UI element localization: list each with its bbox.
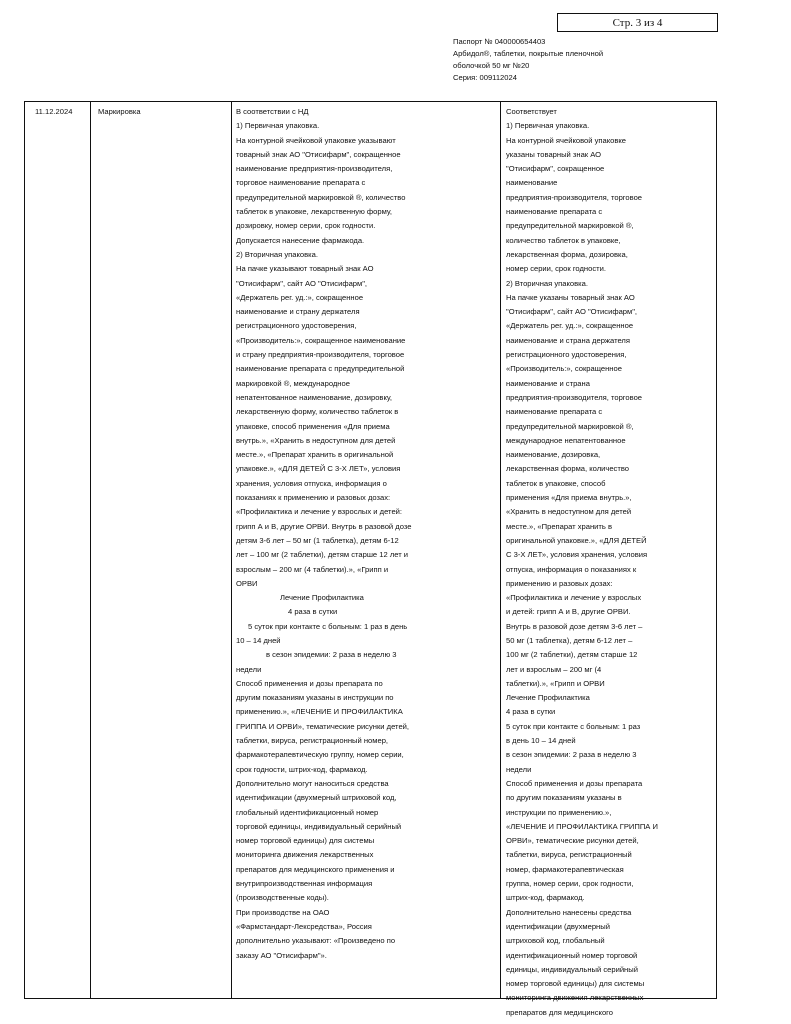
result-line: С 3-Х ЛЕТ», условия хранения, условия <box>506 550 648 560</box>
requirement-line: Лечение Профилактика <box>280 593 364 603</box>
product-name-line-1: Арбидол®, таблетки, покрытые пленочной <box>453 49 604 58</box>
requirement-line: идентификации (двухмерный штриховой код, <box>236 793 397 803</box>
requirement-line: 5 суток при контакте с больным: 1 раз в день <box>248 621 408 631</box>
result-line: лет и взрослым – 200 мг (4 <box>506 664 602 674</box>
requirement-line: "Отисифарм", сайт АО "Отисифарм", <box>236 278 368 288</box>
result-line: таблетки).», «Грипп и ОРВИ <box>506 678 605 688</box>
result-line: 100 мг (2 таблетки), детям старше 12 <box>506 650 638 660</box>
result-line: по другим показаниям указаны в <box>506 793 622 803</box>
result-line: инструкции по применению.», <box>506 807 612 817</box>
result-line: недели <box>506 764 532 774</box>
result-line: наименование и страна <box>506 378 590 388</box>
result-line: таблетки, вируса, регистрационный <box>506 850 632 860</box>
requirement-line: (производственные коды). <box>236 893 329 903</box>
result-line: "Отисифарм", сокращенное <box>506 164 605 174</box>
result-line: и детей: грипп А и В, другие ОРВИ. <box>506 607 631 617</box>
result-line: «ЛЕЧЕНИЕ И ПРОФИЛАКТИКА ГРИППА И <box>506 821 658 831</box>
passport-number: Паспорт № 040000654403 <box>453 37 546 46</box>
requirement-line: дозировку, номер серии, срок годности. <box>236 221 376 231</box>
result-line: Лечение Профилактика <box>506 693 590 703</box>
result-line: предприятия-производителя, торговое <box>506 392 643 402</box>
result-line: "Отисифарм", сайт АО "Отисифарм", <box>506 307 638 317</box>
requirement-line: взрослым – 200 мг (4 таблетки).», «Грипп и <box>236 564 389 574</box>
result-line: оригинальной упаковке.», «ДЛЯ ДЕТЕЙ <box>506 535 647 545</box>
result-line: «Хранить в недоступном для детей <box>506 507 632 517</box>
result-cell <box>506 105 712 1020</box>
date-cell: 11.12.2024 <box>35 107 73 116</box>
result-line: лекарственная форма, количество <box>506 464 629 474</box>
requirement-line: детям 3-6 лет – 50 мг (1 таблетка), детям 6-12 <box>236 535 399 545</box>
result-line: Соответствует <box>506 107 557 116</box>
requirement-line: недели <box>236 664 262 674</box>
result-line: наименование препарата с <box>506 407 603 417</box>
requirement-line: Дополнительно могут наноситься средства <box>236 778 389 788</box>
requirement-line: таблеток в упаковке, лекарственную форму, <box>236 207 393 217</box>
result-line: 50 мг (1 таблетка), детям 6-12 лет – <box>506 635 633 645</box>
requirement-line: фармакотерапевтическую группу, номер серии, <box>236 750 404 760</box>
requirement-line: торговой единицы, индивидуальный серийный <box>236 821 402 831</box>
section-cell: Маркировка <box>98 107 141 116</box>
requirement-line: ГРИППА И ОРВИ», тематические рисунки детей, <box>236 721 410 731</box>
requirement-line: «Профилактика и лечение у взрослых и детей: <box>236 507 403 517</box>
requirement-line: На пачке указывают товарный знак АО <box>236 264 374 274</box>
requirement-line: другим показаниям указаны в инструкции по <box>236 693 394 703</box>
requirement-line: маркировкой ®, международное <box>236 378 350 388</box>
requirement-line: хранения, условия отпуска, информация о <box>236 478 387 488</box>
result-line: месте.», «Препарат хранить в <box>506 521 612 531</box>
requirement-line: «Производитель:», сокращенное наименование <box>236 335 406 345</box>
requirement-line: наименование предприятия-производителя, <box>236 164 393 174</box>
requirement-line: упаковке.», «ДЛЯ ДЕТЕЙ С 3-Х ЛЕТ», условия <box>236 464 401 474</box>
requirement-line: срок годности, штрих-код, фармакод. <box>236 764 368 774</box>
result-line: предприятия-производителя, торговое <box>506 192 643 202</box>
requirement-line: При производстве на ОАО <box>236 907 330 917</box>
requirement-line: номер торговой единицы) для системы <box>236 836 375 846</box>
requirement-line: дополнительно указывают: «Произведено по <box>236 936 396 946</box>
result-line: применению и разовых дозах: <box>506 578 613 588</box>
requirement-line: упаковке, способ применения «Для приема <box>236 421 390 431</box>
result-line: применения «Для приема внутрь.», <box>506 493 632 503</box>
requirement-line: внутрь.», «Хранить в недоступном для детей <box>236 435 396 445</box>
result-line: международное непатентованное <box>506 435 626 445</box>
result-line: 1) Первичная упаковка. <box>506 121 590 131</box>
result-line: 4 раза в сутки <box>506 707 556 717</box>
result-line: таблеток в упаковке, способ <box>506 478 606 488</box>
result-line: указаны товарный знак АО <box>506 149 602 159</box>
requirement-line: В соответствии с НД <box>236 107 309 116</box>
requirement-line: внутрипроизводственная информация <box>236 879 373 889</box>
result-line: группа, номер серии, срок годности, <box>506 879 634 889</box>
result-line: количество таблеток в упаковке, <box>506 235 621 245</box>
requirement-line: заказу АО "Отисифарм"». <box>236 950 327 960</box>
result-line: Внутрь в разовой дозе детям 3-6 лет – <box>506 621 643 631</box>
requirement-line: применению.», «ЛЕЧЕНИЕ И ПРОФИЛАКТИКА <box>236 707 403 717</box>
requirement-line: товарный знак АО "Отисифарм", сокращенное <box>236 149 401 159</box>
requirement-line: наименование и страну держателя <box>236 307 360 317</box>
requirement-line: Допускается нанесение фармакода. <box>236 235 365 245</box>
column-divider <box>90 102 91 998</box>
result-line: в день 10 – 14 дней <box>506 736 576 746</box>
result-line: штрих-код, фармакод. <box>506 893 585 903</box>
column-divider <box>500 102 501 998</box>
requirement-line: и страну предприятия-производителя, торговое <box>236 350 405 360</box>
requirement-line: глобальный идентификационный номер <box>236 807 379 817</box>
requirement-line: лекарственную форму, количество таблеток в <box>236 407 399 417</box>
requirement-line: «Фармстандарт-Лексредства», Россия <box>236 921 372 931</box>
requirement-line: непатентованное наименование, дозировку, <box>236 392 393 402</box>
result-line: «Производитель:», сокращенное <box>506 364 622 374</box>
requirement-line: предупредительной маркировкой ®, количество <box>236 192 406 202</box>
requirement-cell <box>236 105 498 963</box>
result-line: препаратов для медицинского <box>506 1007 614 1017</box>
result-line: номер, фармакотерапевтическая <box>506 864 624 874</box>
result-line: наименование <box>506 178 558 188</box>
requirement-line: мониторинга движения лекарственных <box>236 850 374 860</box>
result-line: предупредительной маркировкой ®, <box>506 421 634 431</box>
requirement-line: лет – 100 мг (2 таблетки), детям старше 12 лет и <box>236 550 409 560</box>
requirement-line: 10 – 14 дней <box>236 635 281 645</box>
result-line: в сезон эпидемии: 2 раза в неделю 3 <box>506 750 637 760</box>
requirement-line: таблетки, вируса, регистрационный номер, <box>236 736 389 746</box>
result-line: идентификации (двухмерный <box>506 921 610 931</box>
document-info <box>453 36 693 84</box>
result-line: «Профилактика и лечение у взрослых <box>506 593 642 603</box>
product-name-line-2: оболочкой 50 мг №20 <box>453 61 530 70</box>
requirement-line: месте.», «Препарат хранить в оригинальной <box>236 450 394 460</box>
requirement-line: «Держатель рег. уд.:», сокращенное <box>236 292 364 302</box>
labeling-table <box>24 101 717 1017</box>
result-line: регистрационного удостоверения, <box>506 350 627 360</box>
column-divider <box>231 102 232 998</box>
requirement-line: торговое наименование препарата с <box>236 178 366 188</box>
page-counter: Стр. 3 из 4 <box>557 13 718 32</box>
result-line: На пачке указаны товарный знак АО <box>506 292 635 302</box>
series-number: Серия: 009112024 <box>453 73 517 82</box>
requirement-line: в сезон эпидемии: 2 раза в неделю 3 <box>266 650 397 660</box>
result-line: номер серии, срок годности. <box>506 264 606 274</box>
result-line: мониторинга движения лекарственных <box>506 993 644 1003</box>
requirement-line: 4 раза в сутки <box>288 607 338 617</box>
result-line: отпуска, информация о показаниях к <box>506 564 637 574</box>
requirement-line: показаниях к применению и разовых дозах: <box>236 493 391 503</box>
result-line: ОРВИ», тематические рисунки детей, <box>506 836 639 846</box>
result-line: идентификационный номер торговой <box>506 950 638 960</box>
result-line: наименование и страна держателя <box>506 335 630 345</box>
result-line: лекарственная форма, дозировка, <box>506 249 628 259</box>
result-line: предупредительной маркировкой ®, <box>506 221 634 231</box>
requirement-line: наименование препарата с предупредительной <box>236 364 405 374</box>
result-line: Способ применения и дозы препарата <box>506 778 643 788</box>
requirement-line: Способ применения и дозы препарата по <box>236 678 383 688</box>
result-line: штриховой код, глобальный <box>506 936 605 946</box>
requirement-line: препаратов для медицинского применения и <box>236 864 395 874</box>
result-line: наименование, дозировка, <box>506 450 601 460</box>
requirement-line: грипп А и В, другие ОРВИ. Внутрь в разовой дозе <box>236 521 412 531</box>
result-line: На контурной ячейковой упаковке <box>506 135 627 145</box>
result-line: «Держатель рег. уд.:», сокращенное <box>506 321 634 331</box>
requirement-line: 1) Первичная упаковка. <box>236 121 320 131</box>
result-line: 5 суток при контакте с больным: 1 раз <box>506 721 641 731</box>
result-line: наименование препарата с <box>506 207 603 217</box>
result-line: Дополнительно нанесены средства <box>506 907 632 917</box>
requirement-line: На контурной ячейковой упаковке указывают <box>236 135 396 145</box>
result-line: единицы, индивидуальный серийный <box>506 964 638 974</box>
requirement-line: регистрационного удостоверения, <box>236 321 357 331</box>
requirement-line: 2) Вторичная упаковка. <box>236 249 318 259</box>
result-line: номер торговой единицы) для системы <box>506 979 645 989</box>
requirement-line: ОРВИ <box>236 578 258 588</box>
result-line: 2) Вторичная упаковка. <box>506 278 588 288</box>
